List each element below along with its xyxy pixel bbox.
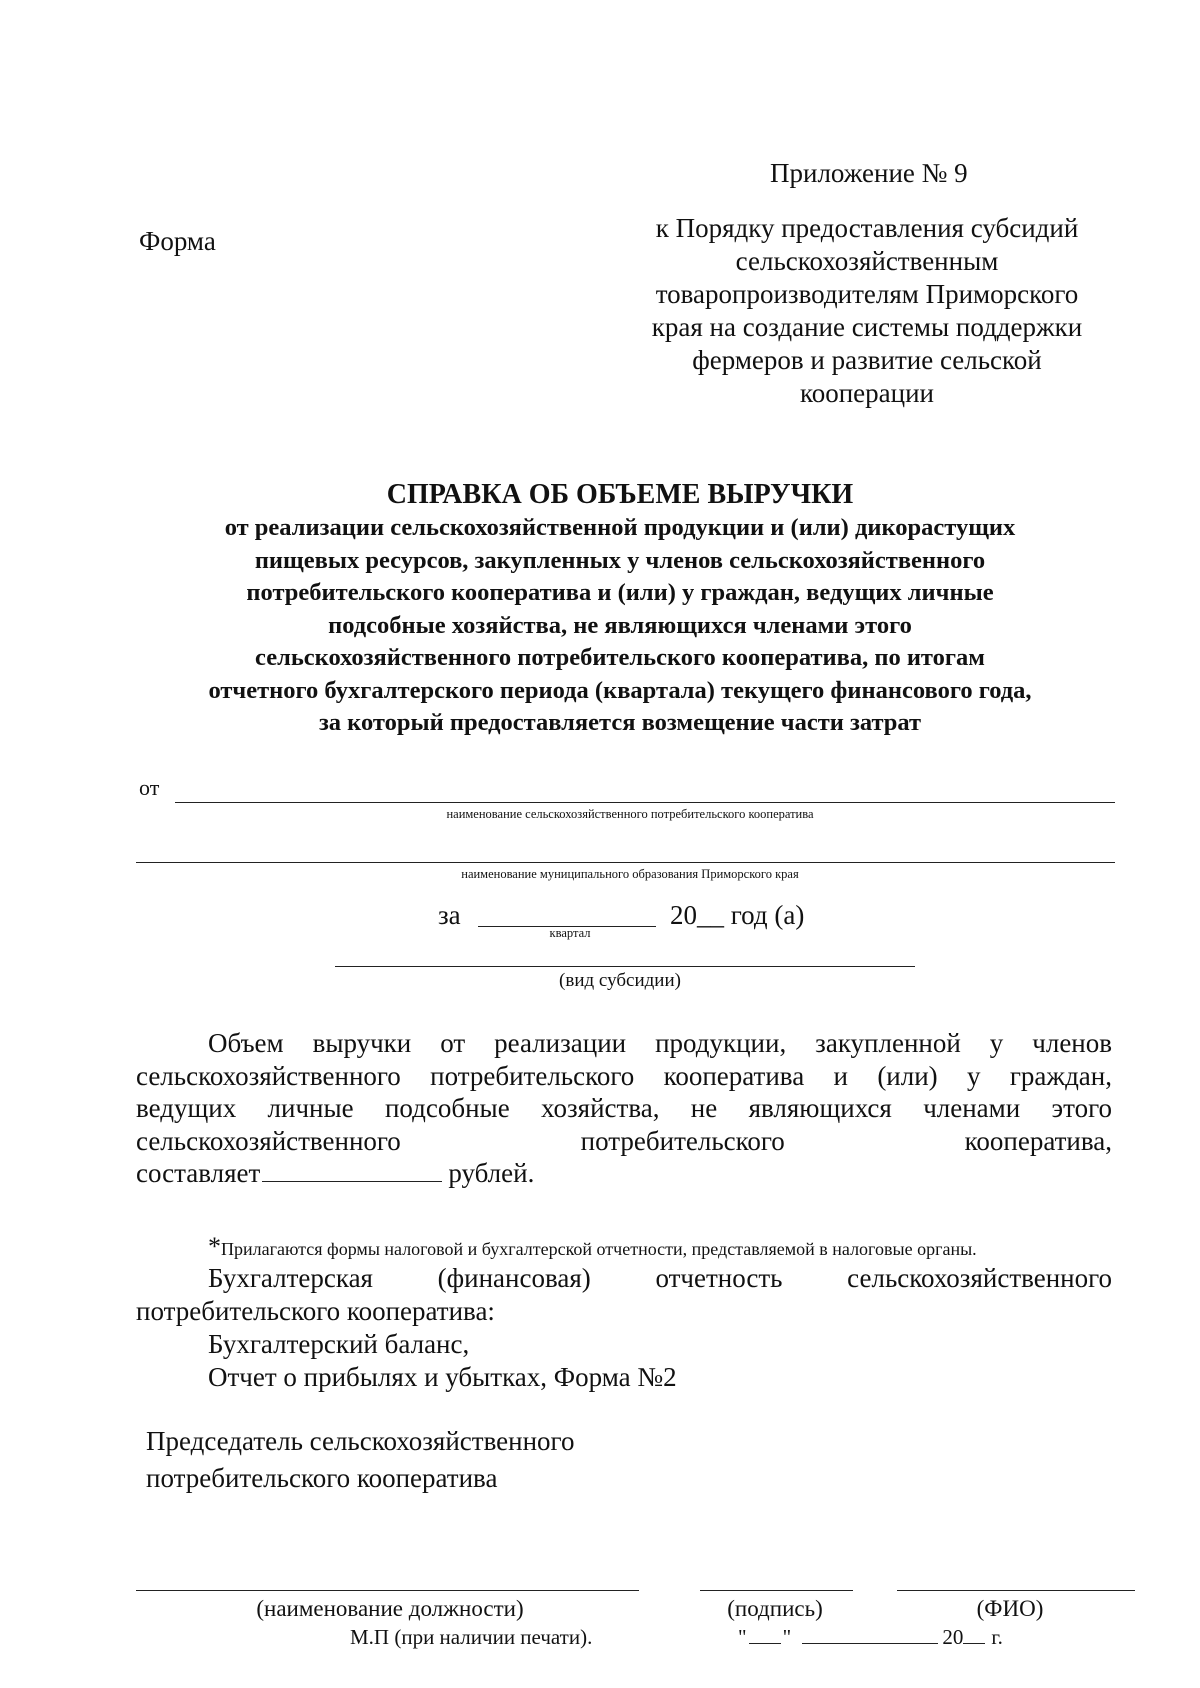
title-line: подсобные хозяйства, не являющихся членами этого bbox=[328, 611, 912, 639]
chairman-block bbox=[146, 1423, 574, 1497]
form-label: Форма bbox=[139, 226, 216, 256]
fio-caption: (ФИО) bbox=[976, 1596, 1044, 1621]
coop-name-caption: наименование сельскохозяйственного потребительского кооператива bbox=[446, 807, 814, 821]
date-day-blank[interactable] bbox=[749, 1625, 781, 1644]
year-label: 20__ год (а) bbox=[670, 900, 805, 930]
order-line: к Порядку предоставления субсидий bbox=[655, 213, 1079, 243]
order-line: фермеров и развитие сельской bbox=[692, 345, 1042, 375]
reporting-block bbox=[136, 1262, 1112, 1394]
from-label: от bbox=[139, 775, 160, 800]
note-text: Прилагаются формы налоговой и бухгалтерской отчетности, представляемой в налоговые органы. bbox=[221, 1239, 977, 1259]
paragraph-line: ведущих личные подсобные хозяйства, не являющихся членами этого bbox=[136, 1093, 1112, 1123]
title-line: от реализации сельскохозяйственной продукции и (или) дикорастущих bbox=[224, 514, 1016, 541]
order-line: сельскохозяйственным bbox=[735, 246, 999, 276]
position-line[interactable] bbox=[136, 1590, 639, 1591]
fio-line[interactable] bbox=[897, 1590, 1135, 1591]
municipality-line[interactable] bbox=[136, 862, 1115, 863]
date-suffix: г. bbox=[991, 1625, 1003, 1649]
appendix-number: Приложение № 9 bbox=[770, 158, 968, 188]
coop-name-line[interactable] bbox=[175, 802, 1115, 803]
paragraph-line: Объем выручки от реализации продукции, закупленной у членов bbox=[208, 1028, 1112, 1058]
amount-blank[interactable] bbox=[262, 1159, 442, 1182]
signature-caption: (подпись) bbox=[727, 1596, 823, 1621]
title-main: СПРАВКА ОБ ОБЪЕМЕ ВЫРУЧКИ bbox=[386, 479, 854, 510]
quarter-caption: квартал bbox=[549, 926, 591, 940]
signature-line[interactable] bbox=[700, 1590, 853, 1591]
chairman-line: Председатель сельскохозяйственного bbox=[146, 1426, 575, 1456]
reporting-line: потребительского кооператива: bbox=[136, 1296, 495, 1326]
date-month-blank[interactable] bbox=[802, 1625, 938, 1644]
title-line: сельскохозяйственного потребительского кооператива, по итогам bbox=[255, 644, 985, 671]
order-line: кооперации bbox=[799, 378, 934, 408]
subsidy-line[interactable] bbox=[335, 966, 915, 967]
order-reference bbox=[632, 212, 1102, 410]
amount-prefix: составляет bbox=[136, 1158, 261, 1188]
paragraph-line: сельскохозяйственного потребительского кооператива и (или) у граждан, bbox=[136, 1060, 1112, 1091]
balance-sheet: Бухгалтерский баланс, bbox=[208, 1329, 470, 1359]
revenue-paragraph bbox=[136, 1027, 1112, 1190]
municipality-caption: наименование муниципального образования Приморского края bbox=[461, 867, 799, 881]
date-year-blank[interactable] bbox=[963, 1625, 985, 1644]
asterisk: * bbox=[208, 1232, 221, 1261]
position-caption: (наименование должности) bbox=[256, 1596, 524, 1621]
date-quote-close: " bbox=[782, 1625, 792, 1649]
reporting-line: Бухгалтерская (финансовая) отчетность сельскохозяйственного bbox=[208, 1263, 1112, 1293]
amount-line bbox=[136, 1157, 1112, 1190]
chairman-line: потребительского кооператива bbox=[146, 1463, 498, 1493]
order-line: товаропроизводителям Приморского bbox=[655, 279, 1079, 309]
paragraph-line: сельскохозяйственного потребительского кооператива, bbox=[136, 1125, 1112, 1156]
stamp-placeholder: М.П (при наличии печати). bbox=[350, 1625, 593, 1649]
for-label: за bbox=[438, 900, 461, 930]
document-title bbox=[120, 478, 1120, 740]
title-line: потребительского кооператива и (или) у граждан, ведущих личные bbox=[246, 579, 994, 606]
date-quote-open: " bbox=[738, 1625, 747, 1649]
date-year: 20 bbox=[942, 1625, 964, 1649]
amount-suffix: рублей. bbox=[448, 1158, 535, 1188]
subsidy-caption: (вид субсидии) bbox=[559, 970, 681, 991]
attachments-note bbox=[208, 1232, 977, 1262]
order-line: края на создание системы поддержки bbox=[651, 312, 1083, 342]
title-line: за который предоставляется возмещение части затрат bbox=[318, 709, 922, 736]
title-line: отчетного бухгалтерского периода (квартала) текущего финансового года, bbox=[208, 676, 1032, 704]
profit-loss-report: Отчет о прибылях и убытках, Форма №2 bbox=[208, 1362, 677, 1392]
title-line: пищевых ресурсов, закупленных у членов сельскохозяйственного bbox=[254, 546, 986, 574]
date-field bbox=[738, 1625, 1003, 1650]
